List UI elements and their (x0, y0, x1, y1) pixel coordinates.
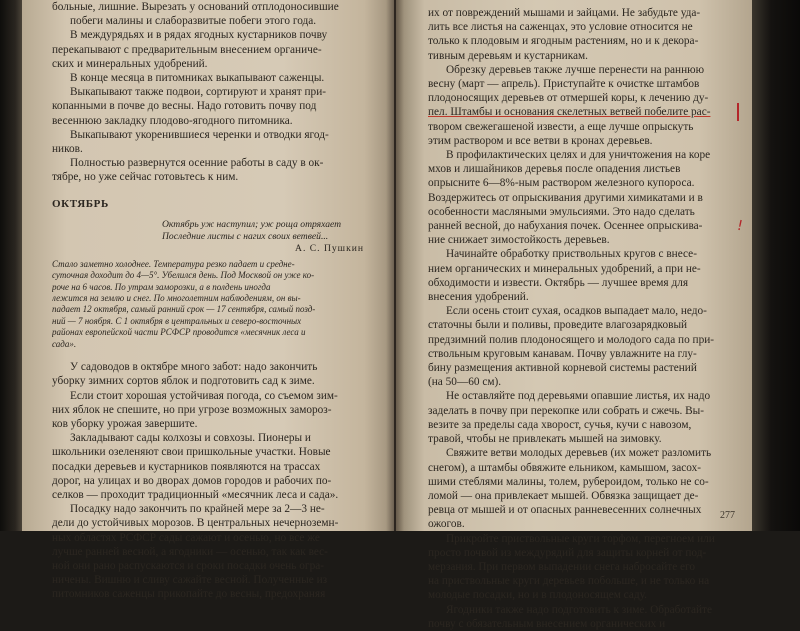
text-line: плодоносящих деревьев от отмершей коры, к лечению ду- (428, 92, 709, 105)
text-line: ной они рано распускаются и сроки посадки очень огра- (52, 559, 324, 572)
text-line: ских и минеральных удобрений. (52, 57, 208, 70)
text-line: везите за пределы сада хворост, сучья, кучи с навозом, (428, 418, 692, 431)
text-line: молодые посадки, но и в плодоносящем саду. (428, 589, 647, 602)
section-heading: ОКТЯБРЬ (52, 197, 109, 210)
text-line: снегом), а штамбы обвяжите ельником, камышом, засох- (428, 461, 702, 474)
text-line: особенности масляными эмульсиями. Это надо сделать (428, 205, 695, 218)
text-line: селков — проходит традиционный «месячник леса и сада». (52, 488, 339, 501)
text-line: питомников саженцы прикопайте до весны, предохраняя (52, 588, 326, 601)
text-line: ние снижает зимостойкость деревьев. (428, 234, 610, 247)
text-line: тябре, но уже сейчас готовьтесь к ним. (52, 171, 239, 184)
text-line: ных областях РСФСР сады сажают и осенью, но все же (52, 531, 320, 544)
text-line: У садоводов в октябре много забот: надо закончить (70, 361, 318, 374)
text-line: ревца от мышей и от опасных ранневесенних солнечных (428, 504, 702, 517)
text-line: дели до устойчивых морозов. В центральных нечерноземн- (52, 517, 339, 530)
note-line: сада». (52, 338, 77, 349)
left-page-text (52, 0, 372, 602)
text-line: ожогов. (428, 518, 465, 531)
text-line: бину размещения активной корневой системы растений (428, 362, 697, 375)
text-line: ников. (52, 143, 83, 156)
text-line: весну (март — апрель). Приступайте к очистке штамбов (428, 78, 700, 91)
text-line: Свяжите ветви молодых деревьев (их может разломить (446, 447, 712, 460)
text-line: нием органических и минеральных удобрений, а при не- (428, 262, 701, 275)
text-line: уборку зимних сортов яблок и подготовить сад к зиме. (52, 375, 315, 388)
text-line: внесения удобрений. (428, 291, 529, 304)
text-line: твором свежегашеной извести, а еще лучше опрыскуть (428, 120, 694, 133)
text-line: копанными в почве до весны. Надо готовить почву под (52, 100, 317, 113)
note-line: лежится на землю и снег. По многолетним наблюдениям, он вы- (52, 293, 301, 304)
text-line: Если осень стоит сухая, осадков выпадает мало, недо- (446, 305, 707, 318)
text-line: пел. Штамбы и основания скелетных ветвей побелите рас- (428, 106, 711, 119)
text-line: тивным деревьям и кустарникам. (428, 49, 588, 62)
text-line: дорог, на улицах и во дворах домов городов и рабочих по- (52, 474, 332, 487)
text-line: Воздержитесь от опрыскивания другими химикатами и в (428, 191, 703, 204)
text-line: ствольным круговым канавам. Почву увлажните на глу- (428, 347, 697, 360)
text-line: почву с обязательным внесением органических и (428, 617, 666, 630)
margin-red-line (737, 103, 739, 121)
text-line: В профилактических целях и для уничтожения на коре (446, 149, 711, 162)
season-note (52, 259, 372, 350)
text-line: весеннюю закладку плодово-ягодного питомника. (52, 114, 293, 127)
text-line: этим раствором и все ветви в кронах деревьев. (428, 134, 653, 147)
text-line: Начинайте обработку приствольных кругов с внесе- (446, 248, 697, 261)
text-line: Посадку надо закончить по крайней мере за 2—3 не- (70, 503, 325, 516)
margin-exclamation-mark: ! (735, 217, 745, 235)
note-line: суточная доходит до 4—5°. Убелился день. Под Москвой он уже ко- (52, 270, 315, 281)
note-line: районах европейской части РСФСР проводится «месячник леса и (52, 327, 306, 338)
text-line: В междурядьях и в рядах ягодных кустарников почву (70, 29, 328, 42)
text-line: Прикройте приствольные круги торфом, перегноем или (446, 532, 715, 545)
right-page-text (428, 6, 728, 631)
text-line: (на 50—60 см). (428, 376, 502, 389)
text-line: Если стоит хорошая устойчивая погода, со съемом зим- (70, 389, 338, 402)
text-line: Закладывают сады колхозы и совхозы. Пионеры и (70, 432, 311, 445)
text-line: Выкапывают укоренившиеся черенки и отводки ягод- (70, 128, 329, 141)
text-line: ломой — она привлекает мышей. Обвязка защищает де- (428, 489, 699, 502)
text-line: В конце месяца в питомниках выкапывают саженцы. (70, 72, 325, 85)
text-line: на приствольные круги деревьев побольше, и не только на (428, 575, 710, 588)
text-line: обходимости и извести. Октябрь — лучшее время для (428, 276, 689, 289)
book-edge-right (752, 0, 800, 531)
text-line: заделать в почву при перекопке или собрать и сжечь. Вы- (428, 404, 705, 417)
text-line: просто почвой из междурядий для защиты корней от под- (428, 546, 707, 559)
text-line: Полностью развернутся осенние работы в саду в ок- (70, 157, 324, 170)
text-line: предзимний полив плодоносящего и молодого сада по при- (428, 333, 715, 346)
text-line: ков уборку урожая завершите. (52, 417, 198, 430)
text-line: Ягодники также надо подготовить к зиме. Обработайте (446, 603, 712, 616)
epigraph-line: Октябрь уж наступил; уж роща отряхает (162, 218, 342, 230)
text-line: лучше ранней весной, а ягодники — осенью, так как вес- (52, 545, 328, 558)
page-number: 277 (720, 510, 735, 521)
text-line: только к плодовым и ягодным растениям, но и к декора- (428, 35, 699, 48)
text-line: травой, чтобы не привлекать мышей на зимовку. (428, 433, 662, 446)
text-line: мхов и лишайников деревья после опадения листьев (428, 163, 681, 176)
epigraph-line: Последние листы с нагих своих ветвей... (162, 230, 329, 242)
text-line: больные, лишние. Вырезать у оснований отплодоносившие (52, 1, 339, 13)
text-line: опрысните 6—8%-ным раствором железного купороса. (428, 177, 695, 190)
text-line: Выкапывают также подвои, сортируют и хранят при- (70, 86, 327, 99)
text-line: школьники озеленяют свои пришкольные участки. Новые (52, 446, 331, 459)
text-line: побеги малины и слаборазвитые побеги этого года. (70, 15, 317, 28)
note-line: ний — 7 ноября. С 1 октября в центральных и северо-восточных (52, 315, 302, 326)
note-line: Стало заметно холоднее. Температура резко падает и средне- (52, 258, 295, 269)
book-gutter (386, 0, 404, 531)
text-line: перекапывают с предварительным внесением органиче- (52, 43, 322, 56)
text-line: ранней весной, до набухания почек. Осеннее опрыскива- (428, 220, 703, 233)
note-line: падает 12 октября, самый ранний срок — 17 сентября, самый позд- (52, 304, 316, 315)
epigraph-author: А. С. Пушкин (295, 242, 364, 254)
text-line: Обрезку деревьев также лучше перенести на раннюю (446, 63, 705, 76)
text-line: лить все листья на саженцах, это условие относится не (428, 21, 693, 34)
epigraph (162, 219, 372, 255)
text-line: статочны были и поливы, проведите влагозарядковый (428, 319, 688, 332)
text-line: шими стеблями малины, толем, рубероидом, только не со- (428, 475, 709, 488)
text-line: Не оставляйте под деревьями опавшие листья, их надо (446, 390, 711, 403)
note-line: роче на 6 часов. По утрам заморозки, а в полдень иногда (52, 281, 271, 292)
text-line: их от повреждений мышами и зайцами. Не забудьте уда- (428, 7, 701, 19)
text-line: мерзания. При первом выпадении снега набросайте его (428, 560, 696, 573)
text-line: них яблок не спешите, но при угрозе возможных замороз- (52, 403, 332, 416)
text-line: посадки деревьев и кустарников появляются на трассах (52, 460, 321, 473)
text-line: ничены. Вишню и сливу сажайте весной. Полученные из (52, 574, 328, 587)
book-edge-left (0, 0, 22, 531)
